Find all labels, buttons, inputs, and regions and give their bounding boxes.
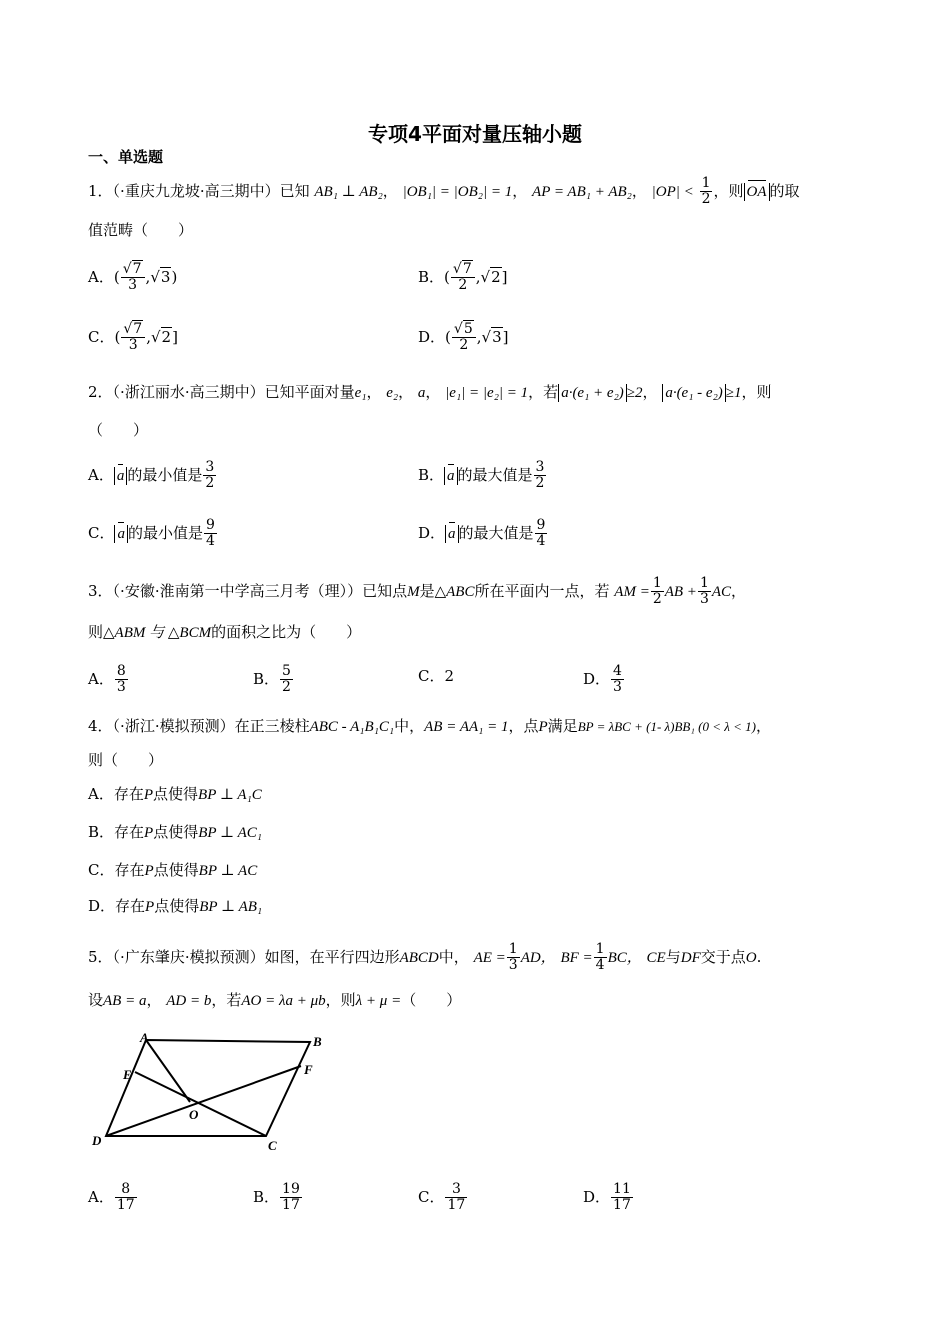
q5-option-d[interactable]: D． $\frac{11}{17}$ (583, 1181, 631, 1214)
q4-option-c[interactable]: C．存在P点使得BP ⊥ AC (88, 861, 258, 879)
section-heading: 一、单选题 (88, 148, 164, 166)
page-title: 专项4平面对量压轴小题 (368, 122, 582, 146)
q3-stem-cont: 则△ABM 与 △BCM的面积之比为（ ） (88, 623, 362, 641)
q1-option-d[interactable]: D．( $\frac{√5}{2}$ ,√3] (418, 321, 509, 354)
label-c: C (268, 1138, 277, 1153)
q4-option-d[interactable]: D．存在P点使得BP ⊥ AB₁ (88, 897, 263, 915)
q1-option-a[interactable]: A．( $\frac{√7}{3}$ ,√3) (88, 261, 178, 294)
q3-option-d[interactable]: D． $\frac{4}{3}$ (583, 663, 622, 696)
q3-stem: 3．（·安徽·淮南第一中学高三月考（理））已知点M是△ABC所在平面内一点，若 AM = $\frac{1}{2}$ AB + $\frac{1}{3}$ AC， (88, 575, 747, 608)
q5-stem: 5．（·广东肇庆·模拟预测）如图，在平行四边形ABCD中， AE = $\frac{1}{3}$ AD， BF = $\frac{1}{4}$ BC， CE与DF交于点O. (88, 941, 762, 974)
q2-option-b[interactable]: B． a 的最大值是 $\frac{3}{2}$ (418, 459, 545, 492)
q1-option-c[interactable]: C．( $\frac{√7}{3}$ ,√2] (88, 321, 178, 354)
q5-option-a[interactable]: A． $\frac{8}{17}$ (88, 1181, 135, 1214)
label-f: F (304, 1062, 313, 1077)
q5-option-b[interactable]: B． $\frac{19}{17}$ (253, 1181, 300, 1214)
label-b: B (313, 1034, 322, 1049)
q3-option-a[interactable]: A． $\frac{8}{3}$ (88, 663, 126, 696)
q5-option-c[interactable]: C． $\frac{3}{17}$ (418, 1181, 466, 1214)
q4-option-a[interactable]: A．存在P点使得BP ⊥ A₁C (88, 785, 262, 803)
q5-stem-cont: 设AB = a， AD = b，若AO = λa + μb，则λ + μ =（ ） (88, 991, 462, 1009)
q2-paren: （ ） (88, 421, 149, 439)
q1-option-b[interactable]: B．( $\frac{√7}{2}$ ,√2] (418, 261, 508, 294)
label-o: O (189, 1107, 199, 1122)
q2-option-a[interactable]: A． a 的最小值是 $\frac{3}{2}$ (88, 459, 215, 492)
q2-option-c[interactable]: C． a 的最小值是 $\frac{9}{4}$ (88, 517, 215, 550)
q3-option-b[interactable]: B． $\frac{5}{2}$ (253, 663, 291, 696)
q4-stem: 4．（·浙江·模拟预测）在正三棱柱ABC - A₁B₁C₁中，AB = AA₁ = 1，点P满足BP = λBC + (1- λ)BB₁ (0 < λ < 1)， (88, 717, 771, 735)
q4-option-b[interactable]: B．存在P点使得BP ⊥ AC₁ (88, 823, 262, 841)
q3-option-c[interactable]: C．2 (418, 667, 455, 685)
q2-option-d[interactable]: D． a 的最大值是 $\frac{9}{4}$ (418, 517, 546, 550)
q2-stem: 2．（·浙江丽水·高三期中）已知平面对量e₁， e₂， a， |e₁| = |e₂| = 1，若 a·(e₁ + e₂) ≥2， a·(e₁ - e₂) ≥1，则 (88, 383, 772, 401)
label-d: D (92, 1133, 102, 1148)
fraction: $\frac{1}{2}$ (701, 175, 711, 208)
q1-stem-cont: 值范畴（ ） (88, 221, 194, 239)
parallelogram-figure (88, 1028, 338, 1154)
q1-stem: 1．（·重庆九龙坡·高三期中）已知 AB₁ ⊥ AB₂， |OB₁| = |OB₂| = 1， AP = AB₁ + AB₂， |OP| < $\frac{1}{2}$ ，则 OA 的取 (88, 175, 800, 208)
label-a: A (140, 1030, 149, 1045)
q4-ze: 则（ ） (88, 751, 164, 769)
label-e: E (123, 1067, 132, 1082)
